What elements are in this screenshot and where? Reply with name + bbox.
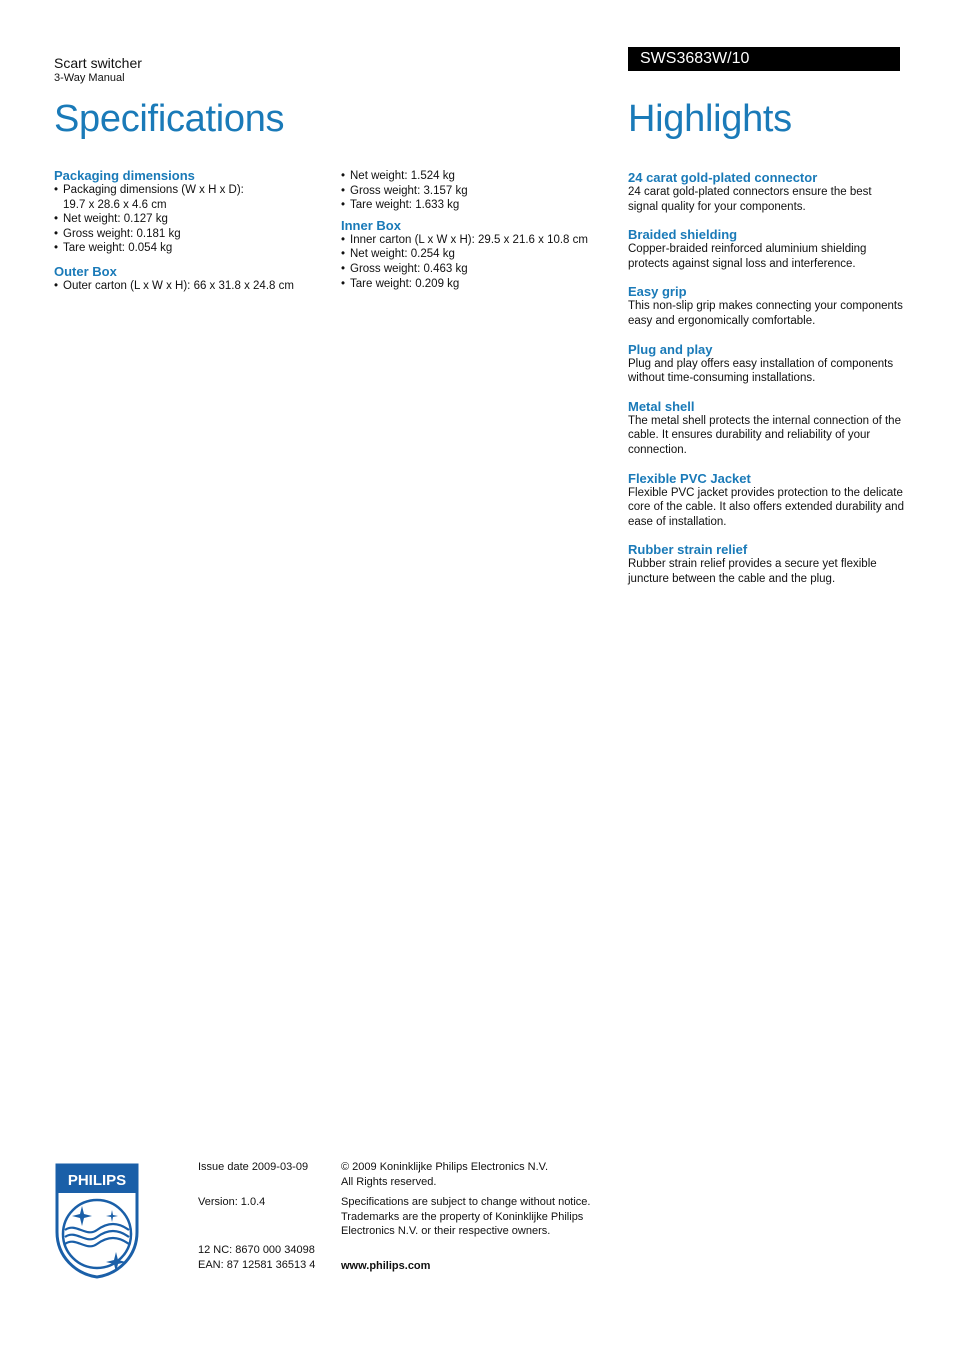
highlights-column <box>628 171 904 601</box>
list-item: • Tare weight: 1.633 kg <box>341 198 621 213</box>
highlight-item <box>628 228 904 271</box>
logo-text: PHILIPS <box>67 1172 127 1189</box>
footer-issue-column <box>198 1160 338 1272</box>
list-item: • Packaging dimensions (W x H x D): 19.7 x 28.6 x 4.6 cm <box>54 183 334 212</box>
model-number-bar: SWS3683W/10 <box>628 47 900 71</box>
notice-line-2: Trademarks are the property of Koninklijke Philips <box>341 1210 584 1223</box>
highlight-item <box>628 472 904 530</box>
packaging-list <box>54 183 334 256</box>
outer-box-list <box>54 279 334 294</box>
issue-date: Issue date 2009-03-09 <box>198 1161 309 1173</box>
highlight-body: The metal shell protects the internal connection of the cable. It ensures durability and reliability of your connection. <box>628 414 901 456</box>
outer-box-list-continued <box>341 169 621 213</box>
packaging-dimensions-heading: Packaging dimensions <box>54 168 195 183</box>
highlight-item <box>628 171 904 214</box>
highlight-body: Flexible PVC jacket provides protection to the delicate core of the cable. It also offers extended durability and ease of installation. <box>628 486 904 528</box>
list-item: • Outer carton (L x W x H): 66 x 31.8 x 24.8 cm <box>54 279 334 294</box>
nc-code: 12 NC: 8670 000 34098 <box>198 1244 315 1257</box>
product-subtitle: 3-Way Manual <box>54 72 125 84</box>
highlight-body: Copper-braided reinforced aluminium shielding protects against signal loss and interference. <box>628 243 867 270</box>
highlight-item <box>628 343 904 386</box>
list-item: • Net weight: 0.254 kg <box>341 247 621 262</box>
outer-box-heading: Outer Box <box>54 263 117 279</box>
spec-column-2 <box>341 169 621 299</box>
specifications-title: Specifications <box>54 98 285 140</box>
list-item: • Tare weight: 0.054 kg <box>54 241 334 256</box>
list-item: • Gross weight: 0.463 kg <box>341 262 621 277</box>
list-item: • Net weight: 0.127 kg <box>54 212 334 227</box>
inner-box-heading: Inner Box <box>341 217 401 233</box>
highlights-title: Highlights <box>628 98 792 140</box>
highlight-body: Rubber strain relief provides a secure yet flexible juncture between the cable and the plug. <box>628 558 877 585</box>
spec-column-1 <box>54 168 334 302</box>
highlight-heading: Flexible PVC Jacket <box>628 470 751 486</box>
list-item: • Inner carton (L x W x H): 29.5 x 21.6 x 10.8 cm <box>341 233 621 248</box>
highlight-item <box>628 285 904 328</box>
highlight-body: This non-slip grip makes connecting your components easy and ergonomically comfortable. <box>628 300 903 327</box>
packaging-dimensions-value: 19.7 x 28.6 x 4.6 cm <box>63 198 167 211</box>
product-name: Scart switcher <box>54 55 142 71</box>
highlight-item <box>628 543 904 586</box>
copyright-line-2: All Rights reserved. <box>341 1175 437 1188</box>
highlight-item <box>628 400 904 458</box>
list-item: • Tare weight: 0.209 kg <box>341 277 621 292</box>
list-item: • Net weight: 1.524 kg <box>341 169 621 184</box>
highlight-body: 24 carat gold-plated connectors ensure the best signal quality for your components. <box>628 186 872 213</box>
highlight-heading: Plug and play <box>628 341 713 357</box>
highlight-heading: Rubber strain relief <box>628 542 748 558</box>
notice-line-1: Specifications are subject to change without notice. <box>341 1196 591 1209</box>
philips-shield-logo <box>54 1162 140 1280</box>
highlight-heading: Braided shielding <box>628 227 738 243</box>
highlight-heading: Easy grip <box>628 284 687 300</box>
ean-code: EAN: 87 12581 36513 4 <box>198 1258 316 1271</box>
list-item: • Gross weight: 0.181 kg <box>54 227 334 242</box>
highlight-body: Plug and play offers easy installation of components without time-consuming installations. <box>628 357 894 385</box>
notice-line-3: Electronics N.V. or their respective owners. <box>341 1225 551 1238</box>
version: Version: 1.0.4 <box>198 1195 266 1208</box>
footer-legal-column <box>341 1160 621 1274</box>
inner-box-list <box>341 233 621 291</box>
website-link[interactable]: www.philips.com <box>341 1259 431 1272</box>
highlight-heading: 24 carat gold-plated connector <box>628 170 818 185</box>
highlight-heading: Metal shell <box>628 398 695 414</box>
copyright-line-1: © 2009 Koninklijke Philips Electronics N.V. <box>341 1161 549 1173</box>
list-item: • Gross weight: 3.157 kg <box>341 184 621 199</box>
